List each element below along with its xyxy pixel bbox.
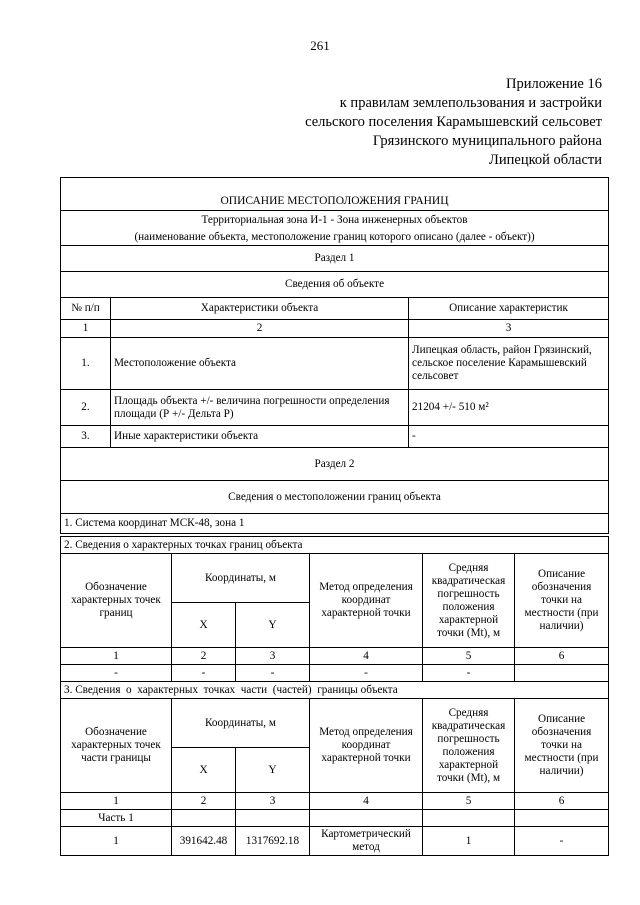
column-number: 2 [172,793,236,810]
column-number: 3 [236,793,310,810]
table-cell: 1 [423,827,515,856]
characteristic-name: Местоположение объекта [111,338,409,390]
column-header-accuracy: Средняя квадратическая погрешность положения характерной точки (Mt), м [423,699,515,793]
table-cell: Картометрический метод [310,827,423,856]
appendix-line: Приложение 16 [506,76,602,92]
table-cell [515,665,609,682]
appendix-caption [305,75,602,170]
zone-note: (наименование объекта, местоположение границ которого описано (далее - объект)) [61,230,609,246]
empty-cell [423,810,515,827]
table-cell: - [423,665,515,682]
parts-heading: 3. Сведения о характерных точках части (частей) границы объекта [61,682,609,699]
coordinate-system: 1. Система координат МСК-48, зона 1 [61,514,609,534]
column-header-y: Y [236,748,310,793]
column-number: 2 [172,648,236,665]
section-2-subtitle: Сведения о местоположении границ объекта [61,481,609,514]
characteristic-name: Площадь объекта +/- величина погрешности определения площади (Р +/- Дельта Р) [111,390,409,426]
column-number: 6 [515,648,609,665]
row-number: 2. [61,390,111,426]
column-number: 1 [61,648,172,665]
column-number: 2 [111,320,409,338]
column-header: № п/п [61,298,111,320]
table-cell: 1 [61,827,172,856]
table-cell: 391642.48 [172,827,236,856]
table-cell: - [236,665,310,682]
row-number: 3. [61,426,111,448]
appendix-line: к правилам землепользования и застройки [339,95,602,111]
empty-cell [236,810,310,827]
appendix-line: Липецкой области [489,152,602,168]
column-header-designation: Обозначение характерных точек части границы [61,699,172,793]
column-header-method: Метод определения координат характерной точки [310,699,423,793]
column-header-coords: Координаты, м [172,554,310,603]
column-header-x: X [172,603,236,648]
section-1-title: Раздел 1 [61,246,609,272]
column-number: 1 [61,320,111,338]
page-number: 261 [310,38,330,53]
column-number: 5 [423,793,515,810]
document-title: ОПИСАНИЕ МЕСТОПОЛОЖЕНИЯ ГРАНИЦ [61,178,609,211]
column-header-method: Метод определения координат характерной точки [310,554,423,648]
column-header: Описание характеристик [409,298,609,320]
row-number: 1. [61,338,111,390]
column-number: 3 [409,320,609,338]
table-cell: - [310,665,423,682]
points-heading: 2. Сведения о характерных точках границ объекта [61,537,609,554]
column-number: 6 [515,793,609,810]
column-number: 4 [310,648,423,665]
characteristic-name: Иные характеристики объекта [111,426,409,448]
empty-cell [310,810,423,827]
column-header-x: X [172,748,236,793]
column-number: 3 [236,648,310,665]
column-header-description: Описание обозначения точки на местности (при наличии) [515,554,609,648]
table-cell: - [61,665,172,682]
table-cell: 1317692.18 [236,827,310,856]
points-table [60,536,609,856]
part-label: Часть 1 [61,810,172,827]
empty-cell [172,810,236,827]
section-1-subtitle: Сведения об объекте [61,272,609,298]
column-header-accuracy: Средняя квадратическая погрешность положения характерной точки (Mt), м [423,554,515,648]
column-header: Характеристики объекта [111,298,409,320]
appendix-line: Грязинского муниципального района [372,133,602,149]
column-header-y: Y [236,603,310,648]
column-header-designation: Обозначение характерных точек границ [61,554,172,648]
column-header-coords: Координаты, м [172,699,310,748]
appendix-line: сельского поселения Карамышевский сельсовет [305,114,602,130]
characteristic-value: - [409,426,609,448]
section-2-title: Раздел 2 [61,448,609,481]
column-number: 4 [310,793,423,810]
table-cell: - [172,665,236,682]
column-number: 1 [61,793,172,810]
characteristic-value: Липецкая область, район Грязинский, сельское поселение Карамышевский сельсовет [409,338,609,390]
column-header-description: Описание обозначения точки на местности (при наличии) [515,699,609,793]
table-cell: - [515,827,609,856]
column-number: 5 [423,648,515,665]
empty-cell [515,810,609,827]
boundary-description-table [60,177,609,534]
characteristic-value: 21204 +/- 510 м² [409,390,609,426]
zone-name: Территориальная зона И-1 - Зона инженерных объектов [61,211,609,230]
